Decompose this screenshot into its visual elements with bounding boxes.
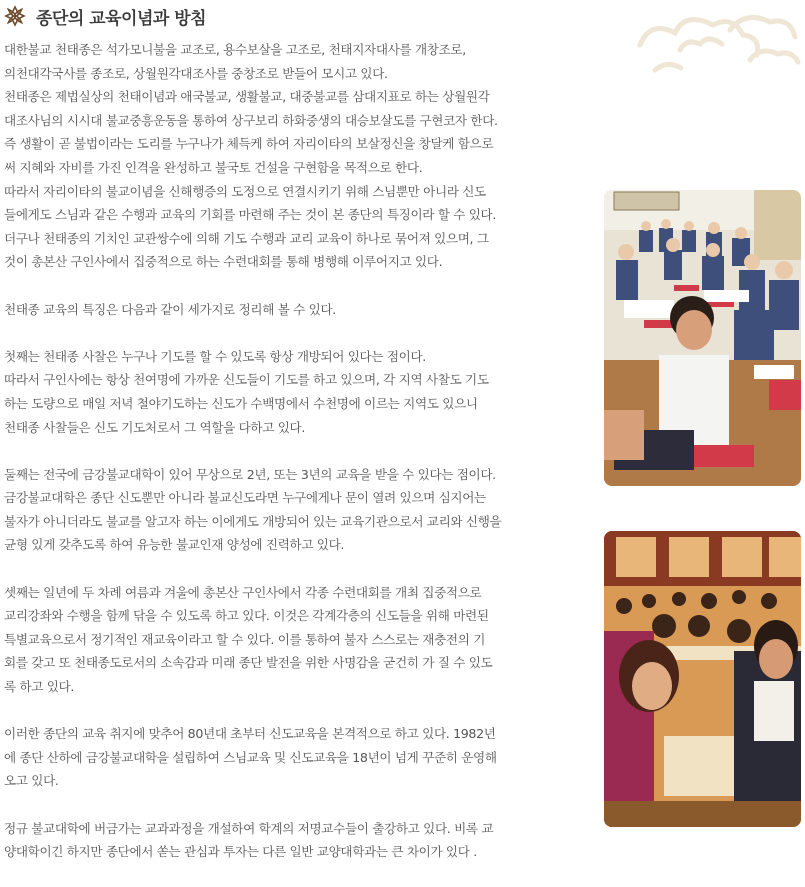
article-body [4, 38, 542, 887]
paragraph-line: 양대학이긴 하지만 종단에서 쏟는 관심과 투자는 다른 일반 교양대학과는 큰 차이가 있다 . [4, 844, 477, 860]
paragraph [4, 463, 542, 557]
paragraph-line: 회를 갖고 또 천태종도로서의 소속감과 미래 종단 발전을 위한 사명감을 굳건히 가 질 수 있도 [4, 655, 493, 671]
paragraph-line: 천태종 사찰들은 신도 기도처로서 그 역할을 다하고 있다. [4, 419, 305, 435]
paragraph-line: 이러한 종단의 교육 취지에 맞추어 80년대 초부터 신도교육을 본격적으로 하고 있다. 1982년 [4, 726, 496, 742]
paragraph-line: 특별교육으로서 정기적인 재교육이라고 할 수 있다. 이를 통하여 불자 스스로는 재충전의 기 [4, 631, 486, 647]
paragraph-line: 따라서 구인사에는 항상 천여명에 가까운 신도들이 기도를 하고 있으며, 각 지역 사찰도 기도 [4, 372, 489, 388]
paragraph-line: 즉 생활이 곧 불법이라는 도리를 누구나가 체득케 하여 자리이타의 보살정신을 창달케 함으로 [4, 136, 494, 152]
lecture-hall-photo [604, 531, 801, 827]
paragraph-line: 하는 도량으로 매일 저녁 철야기도하는 신도가 수백명에서 수천명에 이르는 지역도 있으니 [4, 395, 478, 411]
paragraph-line: 천태종은 제법실상의 천태이념과 애국불교, 생활불교, 대중불교를 삼대지표로 하는 상월원각 [4, 89, 490, 105]
paragraph-line: 대조사님의 시시대 불교중흥운동을 통하여 상구보리 하화중생의 대승보살도를 구현코자 한다. [4, 112, 498, 128]
lotus-ornament-icon [4, 5, 26, 27]
paragraph-line: 대한불교 천태종은 석가모니불을 교조로, 용수보살을 고조로, 천태지자대사를 개창조로, [4, 42, 466, 57]
paragraph-line: 균형 있게 갖추도록 하여 유능한 불교인재 양성에 진력하고 있다. [4, 537, 345, 553]
cloud-pattern-icon [620, 0, 805, 80]
paragraph-line: 정규 불교대학에 버금가는 교과과정을 개설하여 학계의 저명교수들이 출강하고 있다. 비록 교 [4, 820, 494, 836]
paragraph [4, 298, 542, 322]
paragraph [4, 581, 542, 699]
paragraph-line: 들에게도 스님과 같은 수행과 교육의 기회를 마련해 주는 것이 본 종단의 특징이라 할 수 있다. [4, 207, 496, 223]
paragraph-line: 불자가 아니더라도 불교를 알고자 하는 이에게도 개방되어 있는 교육기관으로서 교리와 신행을 [4, 513, 502, 529]
paragraph-line: 록 하고 있다. [4, 679, 75, 695]
paragraph-line: 교리강좌와 수행을 함께 닦을 수 있도록 하고 있다. 이것은 각계각층의 신도들을 위해 마련된 [4, 608, 489, 624]
paragraph-line: 따라서 자리이타의 불교이념을 신해행증의 도정으로 연결시키기 위해 스님뿐만 아니라 신도 [4, 183, 486, 199]
paragraph [4, 722, 542, 793]
paragraph-line: 오고 있다. [4, 773, 59, 789]
paragraph [4, 38, 542, 274]
paragraph-line: 첫째는 천태종 사찰은 누구나 기도를 할 수 있도록 항상 개방되어 있다는 점이다. [4, 348, 426, 364]
paragraph-line: 둘째는 전국에 금강불교대학이 있어 무상으로 2년, 또는 3년의 교육을 받을 수 있다는 점이다. [4, 466, 496, 482]
paragraph-line: 에 종단 산하에 금강불교대학을 설립하여 스님교육 및 신도교육을 18년이 넘게 꾸준히 운영해 [4, 749, 497, 765]
paragraph [4, 345, 542, 439]
paragraph-line: 의천대각국사를 종조로, 상월원각대조사를 중창조로 받들어 모시고 있다. [4, 65, 388, 81]
page-header [4, 4, 206, 28]
paragraph-line: 금강불교대학은 종단 신도뿐만 아니라 불교신도라면 누구에게나 문이 열려 있으며 심지어는 [4, 490, 486, 506]
paragraph [4, 817, 542, 864]
paragraph-line: 셋째는 일년에 두 차례 여름과 겨울에 총본산 구인사에서 각종 수련대회를 개최 집중적으로 [4, 584, 482, 600]
paragraph-line: 천태종 교육의 특징은 다음과 같이 세가지로 정리해 볼 수 있다. [4, 301, 336, 317]
prayer-hall-photo [604, 190, 801, 486]
page-title: 종단의 교육이념과 방침 [36, 8, 207, 29]
paragraph-line: 더구나 천태종의 기치인 교관쌍수에 의해 기도 수행과 교리 교육이 하나로 묶어져 있으며, 그 [4, 230, 489, 246]
paragraph-line: 써 지혜와 자비를 가진 인격을 완성하고 불국토 건설을 구현함을 목적으로 한다. [4, 159, 423, 175]
paragraph-line: 것이 총본산 구인사에서 집중적으로 하는 수련대회를 통해 병행해 이루어지고 있다. [4, 254, 443, 270]
